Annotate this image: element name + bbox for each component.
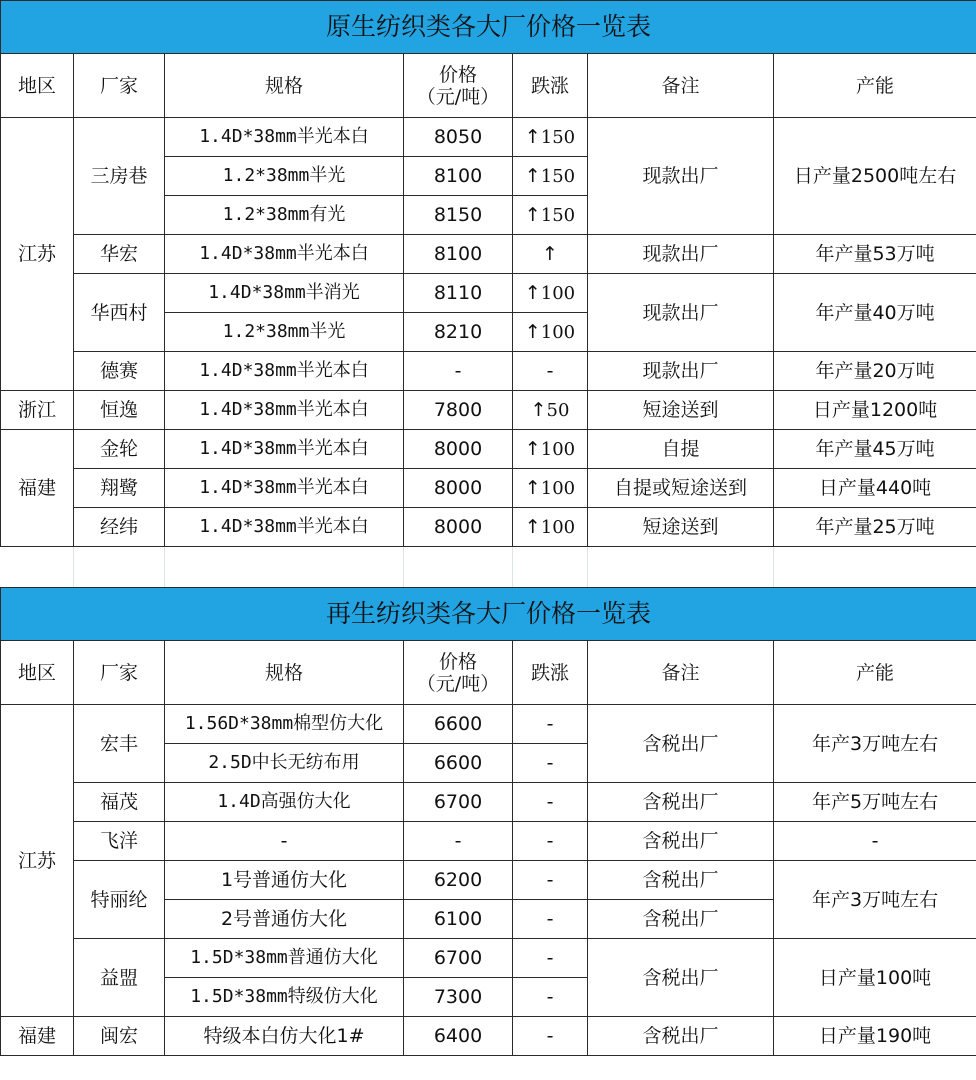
change-cell: - — [513, 1017, 588, 1056]
price-cell: 8210 — [404, 313, 513, 352]
up-arrow-icon: ↑ — [524, 437, 541, 460]
table-row — [1, 352, 976, 391]
capacity-cell: 日产量100吨 — [774, 939, 976, 1017]
up-arrow-icon: ↑ — [530, 398, 547, 421]
spec-cell: 2.5D中长无纺布用 — [165, 744, 404, 783]
remark-cell: 含税出厂 — [588, 783, 774, 822]
remark-cell: 含税出厂 — [588, 1017, 774, 1056]
change-value: 150 — [540, 204, 576, 226]
factory-cell: 翔鹭 — [74, 469, 165, 508]
table1-title: 原生纺织类各大厂价格一览表 — [1, 1, 976, 54]
price-cell: 8050 — [404, 118, 513, 157]
change-value: 100 — [540, 438, 576, 460]
capacity-cell: 年产3万吨左右 — [774, 705, 976, 783]
header-region: 地区 — [1, 54, 74, 118]
price-cell: 8000 — [404, 508, 513, 547]
price-cell: 6100 — [404, 900, 513, 939]
price-cell: 6700 — [404, 939, 513, 978]
spec-cell: 1.4D*38mm半光本白 — [165, 235, 404, 274]
price-cell: 6600 — [404, 705, 513, 744]
header-price-unit: （元/吨） — [416, 85, 500, 108]
factory-cell: 华西村 — [74, 274, 165, 352]
header-change: 跌涨 — [513, 54, 588, 118]
change-cell — [513, 235, 588, 274]
spec-cell: 1.4D*38mm半消光 — [165, 274, 404, 313]
table1-title-row — [1, 1, 976, 54]
spec-cell: 1.4D高强仿大化 — [165, 783, 404, 822]
spec-cell: 1号普通仿大化 — [165, 861, 404, 900]
remark-cell: 含税出厂 — [588, 822, 774, 861]
table-row — [1, 118, 976, 157]
spec-cell: 1.4D*38mm半光本白 — [165, 352, 404, 391]
factory-cell: 华宏 — [74, 235, 165, 274]
up-arrow-icon: ↑ — [524, 164, 541, 187]
factory-cell: 闽宏 — [74, 1017, 165, 1056]
price-cell: 8100 — [404, 235, 513, 274]
up-arrow-icon: ↑ — [524, 476, 541, 499]
capacity-cell: 年产5万吨左右 — [774, 783, 976, 822]
price-cell: - — [404, 822, 513, 861]
up-arrow-icon: ↑ — [524, 125, 541, 148]
factory-cell: 三房巷 — [74, 118, 165, 235]
table-row — [1, 861, 976, 900]
remark-cell: 含税出厂 — [588, 861, 774, 900]
remark-cell: 含税出厂 — [588, 705, 774, 783]
change-cell: - — [513, 822, 588, 861]
table2-title: 再生纺织类各大厂价格一览表 — [1, 588, 976, 641]
price-cell: 6600 — [404, 744, 513, 783]
table-row — [1, 430, 976, 469]
change-cell: - — [513, 783, 588, 822]
header-change: 跌涨 — [513, 641, 588, 705]
header-spec: 规格 — [165, 54, 404, 118]
spec-cell: 1.4D*38mm半光本白 — [165, 118, 404, 157]
table-row — [1, 235, 976, 274]
price-cell: 8000 — [404, 430, 513, 469]
capacity-cell: 日产量440吨 — [774, 469, 976, 508]
capacity-cell: 年产量45万吨 — [774, 430, 976, 469]
region-cell: 江苏 — [1, 705, 74, 1017]
change-cell: - — [513, 939, 588, 978]
change-cell: - — [513, 978, 588, 1017]
up-arrow-icon: ↑ — [524, 281, 541, 304]
change-cell: - — [513, 900, 588, 939]
factory-cell: 福茂 — [74, 783, 165, 822]
table-recycled-textile — [0, 587, 976, 1056]
spec-cell: 1.5D*38mm普通仿大化 — [165, 939, 404, 978]
header-capacity: 产能 — [774, 54, 976, 118]
table-row — [1, 469, 976, 508]
price-cell: 6400 — [404, 1017, 513, 1056]
spec-cell: 1.5D*38mm特级仿大化 — [165, 978, 404, 1017]
factory-cell: 德赛 — [74, 352, 165, 391]
change-cell — [513, 469, 588, 508]
region-cell: 福建 — [1, 1017, 74, 1056]
change-cell — [513, 508, 588, 547]
factory-cell: 金轮 — [74, 430, 165, 469]
capacity-cell: 年产量25万吨 — [774, 508, 976, 547]
up-arrow-icon: ↑ — [524, 203, 541, 226]
change-value: 100 — [540, 321, 576, 343]
price-cell: 6200 — [404, 861, 513, 900]
change-cell — [513, 430, 588, 469]
remark-cell: 现款出厂 — [588, 235, 774, 274]
region-cell: 浙江 — [1, 391, 74, 430]
change-value: 100 — [540, 282, 576, 304]
table-row — [1, 939, 976, 978]
change-cell: - — [513, 352, 588, 391]
table-spacer — [0, 547, 976, 587]
header-spec: 规格 — [165, 641, 404, 705]
spec-cell: - — [165, 822, 404, 861]
factory-cell: 恒逸 — [74, 391, 165, 430]
change-cell — [513, 196, 588, 235]
price-cell: 8000 — [404, 469, 513, 508]
remark-cell: 短途送到 — [588, 508, 774, 547]
header-remark: 备注 — [588, 641, 774, 705]
spec-cell: 特级本白仿大化1# — [165, 1017, 404, 1056]
factory-cell: 宏丰 — [74, 705, 165, 783]
price-cell: 8150 — [404, 196, 513, 235]
capacity-cell: 年产量40万吨 — [774, 274, 976, 352]
header-region: 地区 — [1, 641, 74, 705]
table2-header-row — [1, 641, 976, 705]
header-price-label: 价格 — [438, 650, 477, 673]
remark-cell: 现款出厂 — [588, 352, 774, 391]
spec-cell: 1.4D*38mm半光本白 — [165, 469, 404, 508]
change-cell — [513, 157, 588, 196]
change-value: 100 — [540, 477, 576, 499]
region-cell: 江苏 — [1, 118, 74, 391]
remark-cell: 含税出厂 — [588, 939, 774, 1017]
up-arrow-icon: ↑ — [524, 515, 541, 538]
table-row — [1, 391, 976, 430]
header-price-unit: （元/吨） — [416, 672, 500, 695]
table-row — [1, 508, 976, 547]
header-remark: 备注 — [588, 54, 774, 118]
change-cell — [513, 118, 588, 157]
capacity-cell: 日产量2500吨左右 — [774, 118, 976, 235]
table-row — [1, 1017, 976, 1056]
header-factory: 厂家 — [74, 641, 165, 705]
change-value: 50 — [546, 399, 570, 421]
header-factory: 厂家 — [74, 54, 165, 118]
capacity-cell: - — [774, 822, 976, 861]
factory-cell: 经纬 — [74, 508, 165, 547]
header-price — [404, 54, 513, 118]
spec-cell: 1.4D*38mm半光本白 — [165, 391, 404, 430]
capacity-cell: 年产量53万吨 — [774, 235, 976, 274]
price-cell: 7300 — [404, 978, 513, 1017]
factory-cell: 飞洋 — [74, 822, 165, 861]
price-cell: 8110 — [404, 274, 513, 313]
header-price-label: 价格 — [438, 63, 477, 86]
price-cell: 7800 — [404, 391, 513, 430]
spec-cell: 1.2*38mm半光 — [165, 157, 404, 196]
change-value: 150 — [540, 165, 576, 187]
remark-cell: 自提 — [588, 430, 774, 469]
spec-cell: 2号普通仿大化 — [165, 900, 404, 939]
spec-cell: 1.2*38mm半光 — [165, 313, 404, 352]
remark-cell: 现款出厂 — [588, 274, 774, 352]
change-cell: - — [513, 744, 588, 783]
up-arrow-icon: ↑ — [542, 242, 558, 265]
table-row — [1, 822, 976, 861]
capacity-cell: 年产3万吨左右 — [774, 861, 976, 939]
spec-cell: 1.4D*38mm半光本白 — [165, 430, 404, 469]
table-row — [1, 705, 976, 744]
factory-cell: 特丽纶 — [74, 861, 165, 939]
change-value: 100 — [540, 516, 576, 538]
header-capacity: 产能 — [774, 641, 976, 705]
price-cell: 8100 — [404, 157, 513, 196]
capacity-cell: 日产量190吨 — [774, 1017, 976, 1056]
factory-cell: 益盟 — [74, 939, 165, 1017]
spec-cell: 1.4D*38mm半光本白 — [165, 508, 404, 547]
remark-cell: 含税出厂 — [588, 900, 774, 939]
up-arrow-icon: ↑ — [524, 320, 541, 343]
price-cell: 6700 — [404, 783, 513, 822]
capacity-cell: 年产量20万吨 — [774, 352, 976, 391]
spec-cell: 1.56D*38mm棉型仿大化 — [165, 705, 404, 744]
capacity-cell: 日产量1200吨 — [774, 391, 976, 430]
table2-title-row — [1, 588, 976, 641]
header-price — [404, 641, 513, 705]
change-cell — [513, 274, 588, 313]
change-cell — [513, 391, 588, 430]
remark-cell: 自提或短途送到 — [588, 469, 774, 508]
spec-cell: 1.2*38mm有光 — [165, 196, 404, 235]
region-cell: 福建 — [1, 430, 74, 547]
remark-cell: 短途送到 — [588, 391, 774, 430]
table1-header-row — [1, 54, 976, 118]
remark-cell: 现款出厂 — [588, 118, 774, 235]
price-cell: - — [404, 352, 513, 391]
change-cell: - — [513, 705, 588, 744]
table-row — [1, 783, 976, 822]
change-cell — [513, 313, 588, 352]
table-row — [1, 274, 976, 313]
change-value: 150 — [540, 126, 576, 148]
change-cell: - — [513, 861, 588, 900]
